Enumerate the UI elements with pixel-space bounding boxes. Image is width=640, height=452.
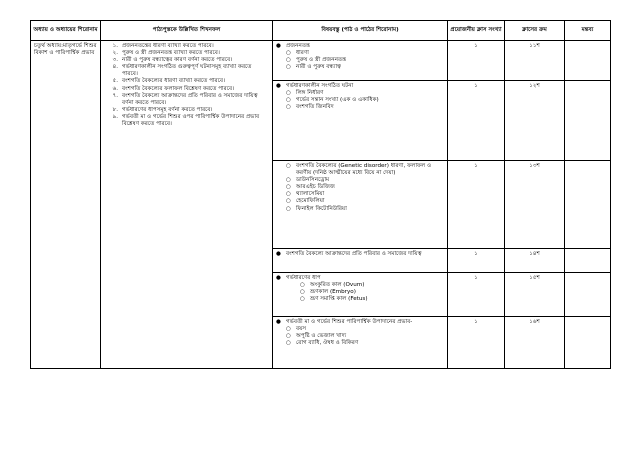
topic-item xyxy=(276,251,444,258)
class-count: ১ xyxy=(448,273,505,317)
subtopic-text: বয়স xyxy=(296,326,307,333)
class-serial: ১১শ xyxy=(505,41,565,81)
header-chapter: অধ্যায় ও অধ্যায়ের শিরোনাম xyxy=(31,21,101,41)
learning-outcomes xyxy=(101,41,273,369)
topic-text: প্রজননতন্ত্র xyxy=(286,43,310,49)
subtopic-text: ভ্রূণ সমাপ্তি কাল (Fetus) xyxy=(310,296,368,303)
subtopic-text: লিঙ্গ নির্ধারণ xyxy=(296,90,324,97)
circle-bullet-icon: ○ xyxy=(286,177,291,184)
subtopic-item xyxy=(286,163,444,177)
bullet-icon: ● xyxy=(276,251,281,257)
outcome-text: বংশগতি বৈকল্যের ফলাফল বিশ্লেষণ করতে পারবে। xyxy=(122,85,235,92)
topic-text: গর্ভবতী মা ও গর্ভের শিশুর পারিপার্শ্বিক উপাদানের প্রভাব- xyxy=(286,319,413,325)
table-row xyxy=(31,41,611,81)
outcome-text: গর্ভবতী মা ও গর্ভের শিশুর ওপর পারিপার্শ্বিক উপাদানের প্রভাব বিশ্লেষণ করতে পারবে। xyxy=(122,113,260,128)
circle-bullet-icon: ○ xyxy=(286,104,291,111)
bullet-icon: ● xyxy=(276,275,281,281)
outcome-number: ৫. xyxy=(112,78,118,85)
subtopic-text: অংকুরিত কাল (Ovum) xyxy=(310,282,365,289)
subtopic-text: আরএইচ ডিজিজ xyxy=(296,184,335,191)
remarks-cell xyxy=(565,41,611,81)
header-outcomes: পাঠ্যপুস্তকে উল্লিখিত শিখনফল xyxy=(101,21,273,41)
circle-bullet-icon: ○ xyxy=(286,326,291,333)
topic-item xyxy=(276,319,444,326)
class-serial: ১৪শ xyxy=(505,249,565,273)
class-serial: ১৩শ xyxy=(505,161,565,249)
class-count: ১ xyxy=(448,249,505,273)
subtopic-text: রোগ ব্যাধি, ঔষধ ও বিকিরণ xyxy=(296,340,359,347)
subtopic-text: ফিনাইল কিটোনিউরিয়া xyxy=(296,205,347,212)
subtopic-text: নারী ও পুরুষ বন্ধ্যাত্ব xyxy=(296,64,342,71)
class-count: ১ xyxy=(448,41,505,81)
outcome-item xyxy=(104,78,269,85)
class-serial: ১২শ xyxy=(505,81,565,161)
remarks-cell xyxy=(565,273,611,317)
content-cell xyxy=(273,249,448,273)
outcome-number: ৪. xyxy=(112,64,118,71)
chapter-title: চতুর্থ অধ্যায়:মাতৃগর্ভে শিশুর বিকাশ ও পারিপার্শ্বিক প্রভাব xyxy=(31,41,101,369)
topic-item xyxy=(276,43,444,50)
outcome-text: পুরুষ ও স্ত্রী প্রজননতন্ত্র ব্যাখ্যা করতে পারবে। xyxy=(122,50,220,57)
circle-bullet-icon: ○ xyxy=(286,97,291,104)
header-row xyxy=(31,21,611,41)
remarks-cell xyxy=(565,317,611,369)
topic-list xyxy=(276,319,444,326)
subtopic-item xyxy=(300,282,444,289)
subtopic-text: বংশগতি বৈকল্যের (Genetic disorder) ধারণা, ফলাফল ও করণীয় (দনিষ্ঠ আত্মীয়ের মধ্যে বিয়ে না দেয়া) xyxy=(296,163,432,177)
class-serial: ১৫শ xyxy=(505,273,565,317)
content-cell xyxy=(273,161,448,249)
bullet-icon: ● xyxy=(276,83,281,89)
outcome-text: বংশগতি বৈকল্যে আক্রান্তদের প্রতি পরিবার ও সমাজের দায়িত্ব বর্ণনা করতে পারবে। xyxy=(122,92,258,106)
circle-bullet-icon: ○ xyxy=(286,198,291,205)
topic-text: গর্ভধারণকালীন সংগঠিত ঘটনা xyxy=(286,83,354,89)
outcome-number: ৮. xyxy=(112,106,118,113)
remarks-cell xyxy=(565,81,611,161)
content-cell xyxy=(273,81,448,161)
header-classes: প্রয়োজনীয় ক্লাস সংখ্যা xyxy=(448,21,505,41)
subtopic-list xyxy=(276,90,444,111)
circle-bullet-icon: ○ xyxy=(300,296,305,303)
circle-bullet-icon: ○ xyxy=(286,340,291,347)
outcome-number: ২. xyxy=(112,50,118,57)
topic-list xyxy=(276,43,444,50)
outcome-number: ৬. xyxy=(112,85,118,92)
subtopic-text: অপুষ্টি ও ভেজাল খাদ্য xyxy=(296,333,347,340)
outcome-item xyxy=(104,93,269,107)
remarks-cell xyxy=(565,249,611,273)
subtopic-text: ডাউনসিনড্রোম xyxy=(296,177,330,184)
outcome-number: ৩. xyxy=(112,57,118,64)
outcome-number: ৭. xyxy=(112,92,118,99)
subtopic-item xyxy=(286,340,444,347)
header-serial: ক্লাসের ক্রম xyxy=(505,21,565,41)
outcome-text: গর্ভধারণের ধাপসমূহ বর্ণনা করতে পারবে। xyxy=(122,106,213,113)
subtopic-text: থ্যালাসেমিয়া xyxy=(296,191,325,198)
subtopic-text: ভ্রূণকাল (Embryo) xyxy=(310,289,356,296)
header-content: বিষয়বস্তু (পাঠ ও পাঠের শিরোনাম) xyxy=(273,21,448,41)
content-cell xyxy=(273,317,448,369)
circle-bullet-icon: ○ xyxy=(286,205,291,212)
outcome-item xyxy=(104,107,269,114)
circle-bullet-icon: ○ xyxy=(300,282,305,289)
subtopic-list xyxy=(276,282,444,303)
circle-bullet-icon: ○ xyxy=(286,184,291,191)
class-count: ১ xyxy=(448,317,505,369)
content-cell xyxy=(273,273,448,317)
outcome-text: প্রজননতন্ত্রের ধারণা ব্যাখ্যা করতে পারবে। xyxy=(122,43,214,49)
lesson-plan-table xyxy=(30,20,611,369)
content-cell xyxy=(273,41,448,81)
bullet-icon: ● xyxy=(276,319,281,325)
bullet-icon: ● xyxy=(276,43,281,49)
circle-bullet-icon: ○ xyxy=(286,191,291,198)
outcome-item xyxy=(104,86,269,93)
subtopic-text: ধারণা xyxy=(296,50,309,57)
circle-bullet-icon: ○ xyxy=(286,57,291,64)
subtopic-item xyxy=(300,296,444,303)
circle-bullet-icon: ○ xyxy=(286,50,291,57)
class-count: ১ xyxy=(448,81,505,161)
topic-text: গর্ভধারণের ধাপ xyxy=(286,275,321,281)
outcome-item xyxy=(104,114,269,128)
topic-text: বংশগতি বৈকল্যে আক্রান্তদের প্রতি পরিবার ও সমাজের দায়িত্ব xyxy=(286,251,422,257)
circle-bullet-icon: ○ xyxy=(300,289,305,296)
outcome-text: নারী ও পুরুষ বন্ধ্যাত্বের কারণ বর্ণনা করতে পারবে। xyxy=(122,57,233,64)
outcomes-list xyxy=(104,43,269,128)
circle-bullet-icon: ○ xyxy=(286,333,291,340)
subtopic-list xyxy=(276,50,444,71)
outcome-number: ৯. xyxy=(112,113,118,120)
subtopic-text: বংশগতি জিনবিদ xyxy=(296,104,334,111)
outcome-number: ১. xyxy=(112,43,118,49)
circle-bullet-icon: ○ xyxy=(286,64,291,71)
class-count: ১ xyxy=(448,161,505,249)
header-remarks: মন্তব্য xyxy=(565,21,611,41)
subtopic-item xyxy=(286,64,444,71)
outcome-item xyxy=(104,64,269,78)
subtopic-list xyxy=(276,163,444,213)
outcome-text: গর্ভধারণকালীন সংগঠিত গুরুত্বপূর্ণ ঘটনাসমূহ ব্যাখ্যা করতে পারবে। xyxy=(122,64,252,78)
subtopic-list xyxy=(276,326,444,347)
subtopic-item xyxy=(286,206,444,213)
circle-bullet-icon: ○ xyxy=(286,90,291,97)
class-serial: ১৬শ xyxy=(505,317,565,369)
remarks-cell xyxy=(565,161,611,249)
circle-bullet-icon: ○ xyxy=(286,163,291,169)
outcome-text: বংশগতি বৈকল্যের ধারণা ব্যাখ্যা করতে পারবে। xyxy=(122,78,225,85)
topic-list xyxy=(276,251,444,258)
subtopic-item xyxy=(286,104,444,111)
subtopic-text: পুরুষ ও স্ত্রী প্রজননতন্ত্র xyxy=(296,57,347,64)
subtopic-text: হেমোফিলিয়া xyxy=(296,198,325,205)
subtopic-item xyxy=(286,198,444,205)
subtopic-text: গর্ভের সন্তান সংখ্যা (এক ও একাধিক) xyxy=(296,97,379,104)
